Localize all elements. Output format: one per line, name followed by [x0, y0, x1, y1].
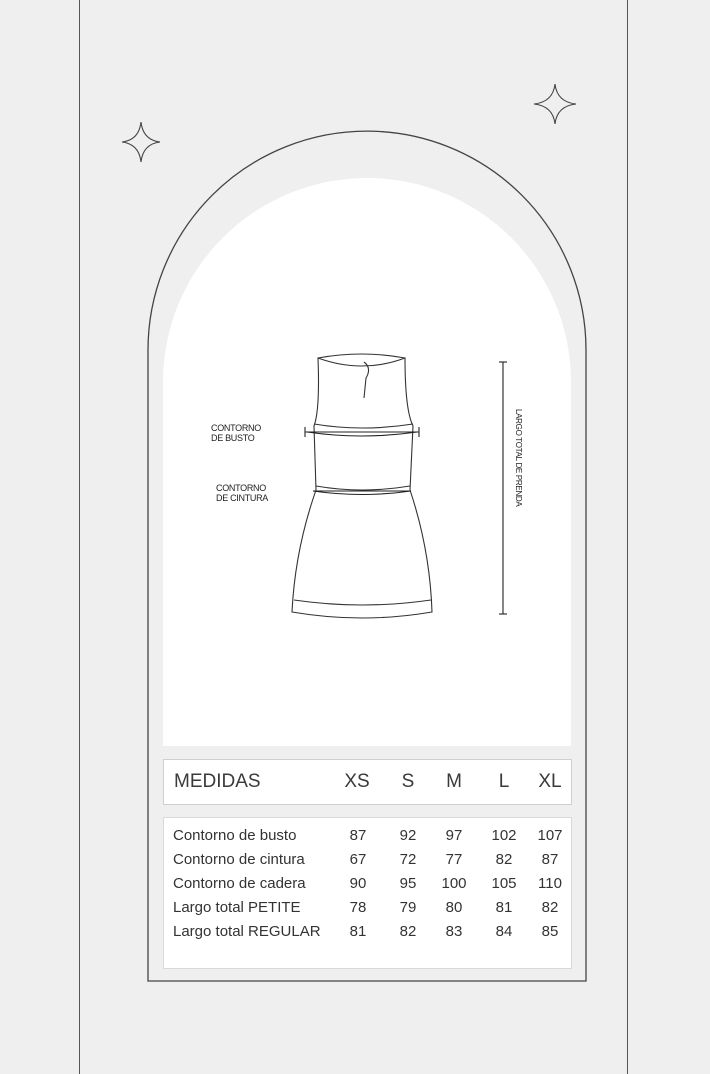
bust-label-line-1: CONTORNO [211, 423, 261, 433]
cell-s: 92 [399, 827, 417, 844]
cell-l: 84 [495, 923, 513, 940]
table-row [164, 875, 571, 899]
cell-m: 100 [441, 875, 467, 892]
cell-m: 77 [445, 851, 463, 868]
table-row [164, 827, 571, 851]
cell-xs: 67 [349, 851, 367, 868]
cell-m: 80 [445, 899, 463, 916]
size-s: S [401, 771, 415, 792]
row-label: Largo total REGULAR [173, 923, 321, 940]
waist-label-line-1: CONTORNO [216, 483, 266, 493]
cell-s: 82 [399, 923, 417, 940]
size-xs: XS [344, 771, 370, 792]
cell-xl: 87 [541, 851, 559, 868]
row-label: Contorno de busto [173, 827, 297, 844]
row-label: Contorno de cintura [173, 851, 305, 868]
bust-label-line-2: DE BUSTO [211, 433, 255, 443]
cell-xl: 85 [541, 923, 559, 940]
cell-s: 72 [399, 851, 417, 868]
measurements-title: MEDIDAS [174, 771, 261, 792]
row-label: Contorno de cadera [173, 875, 306, 892]
measurements-table [163, 817, 572, 969]
size-m: M [446, 771, 462, 792]
cell-xs: 81 [349, 923, 367, 940]
cell-xs: 87 [349, 827, 367, 844]
cell-s: 79 [399, 899, 417, 916]
table-row [164, 851, 571, 875]
cell-l: 81 [495, 899, 513, 916]
cell-xl: 82 [541, 899, 559, 916]
cell-l: 102 [491, 827, 517, 844]
cell-m: 83 [445, 923, 463, 940]
waist-label [216, 483, 268, 503]
cell-s: 95 [399, 875, 417, 892]
cell-xs: 90 [349, 875, 367, 892]
sparkle-icon [534, 84, 576, 124]
cell-xl: 107 [537, 827, 563, 844]
measurements-header [163, 759, 572, 805]
sparkle-icon [122, 122, 160, 162]
size-xl: XL [538, 771, 562, 792]
cell-m: 97 [445, 827, 463, 844]
waist-label-line-2: DE CINTURA [216, 493, 269, 503]
table-row [164, 923, 571, 947]
bust-label [211, 423, 261, 443]
length-label: LARGO TOTAL DE PRENDA [514, 409, 523, 507]
cell-xl: 110 [538, 875, 562, 892]
cell-xs: 78 [349, 899, 367, 916]
cell-l: 82 [495, 851, 513, 868]
size-l: L [498, 771, 510, 792]
row-label: Largo total PETITE [173, 899, 301, 916]
cell-l: 105 [491, 875, 517, 892]
table-row [164, 899, 571, 923]
